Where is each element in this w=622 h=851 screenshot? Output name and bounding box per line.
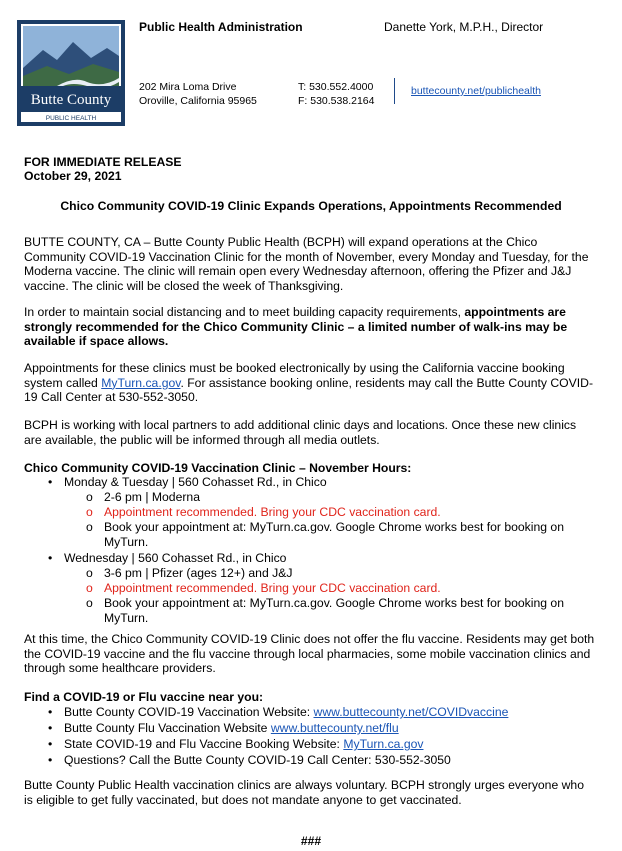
find-item-text: State COVID-19 and Flu Vaccine Booking Website: bbox=[64, 737, 344, 751]
logo-graphic bbox=[17, 20, 125, 126]
paragraph-text: In order to maintain social distancing and to meet building capacity requirements, bbox=[24, 305, 465, 319]
hours-time: 2-6 pm | Moderna bbox=[104, 490, 200, 504]
paragraph-line: Appointments for these clinics must be booked electronically by using the California vaccine booking bbox=[24, 361, 565, 375]
closing-paragraph bbox=[24, 778, 604, 807]
paragraph-line: available if space allows. bbox=[24, 334, 169, 349]
bullet-icon: • bbox=[48, 475, 53, 489]
hours-booking-line: Book your appointment at: MyTurn.ca.gov. Google Chrome works best for booking on bbox=[104, 520, 564, 534]
find-heading: Find a COVID-19 or Flu vaccine near you: bbox=[24, 690, 264, 704]
paragraph-text: system called bbox=[24, 375, 102, 390]
paragraph-line: vaccine. The clinic will be closed the week of Thanksgiving. bbox=[24, 278, 344, 293]
fax-number: F: 530.538.2164 bbox=[298, 95, 375, 107]
paragraph-line: BUTTE COUNTY, CA – Butte County Public Health (BCPH) will expand operations at the Chico bbox=[24, 235, 538, 249]
myturn-booking-link[interactable]: MyTurn.ca.gov bbox=[343, 737, 424, 751]
paragraph-line: the COVID-19 vaccine and the flu vaccine through local pharmacies, some mobile vaccination clinics and bbox=[24, 646, 591, 661]
letterhead-divider bbox=[394, 78, 395, 104]
paragraph-text: . For assistance booking online, residents may call the Butte County COVID- bbox=[180, 375, 594, 390]
paragraph-line: Butte County Public Health vaccination clinics are always voluntary. BCPH strongly urges everyone who bbox=[24, 778, 584, 792]
paragraph-line: is eligible to get fully vaccinated, but does not mandate anyone to get vaccinated. bbox=[24, 792, 462, 807]
address-line-1: 202 Mira Loma Drive bbox=[139, 81, 237, 93]
circle-bullet-icon: o bbox=[86, 566, 93, 580]
bullet-icon: • bbox=[48, 753, 53, 767]
phone-block bbox=[298, 80, 374, 108]
letterhead-website-link[interactable]: buttecounty.net/publichealth bbox=[411, 85, 541, 97]
paragraph-line: At this time, the Chico Community COVID-19 Clinic does not offer the flu vaccine. Residents may get both bbox=[24, 632, 595, 646]
address-line-2: Oroville, California 95965 bbox=[139, 95, 257, 107]
flu-vaccine-website-link[interactable]: www.buttecounty.net/flu bbox=[270, 721, 399, 735]
flu-note-paragraph bbox=[24, 632, 604, 676]
myturn-link[interactable]: MyTurn.ca.gov bbox=[101, 375, 181, 390]
paragraph-line: through some healthcare providers. bbox=[24, 661, 216, 676]
hours-booking-line: Book your appointment at: MyTurn.ca.gov. Google Chrome works best for booking on bbox=[104, 596, 564, 610]
paragraph-line: Community COVID-19 Vaccination Clinic for the month of November, every Monday and Tuesday, for the bbox=[24, 249, 589, 264]
paragraph-line: 19 Call Center at 530-552-3050. bbox=[24, 390, 199, 405]
hours-booking-line: MyTurn. bbox=[104, 535, 149, 549]
paragraph-line bbox=[24, 305, 604, 320]
hours-group-title: Monday & Tuesday | 560 Cohasset Rd., in Chico bbox=[64, 475, 327, 489]
paragraph-line: are available, the public will be informed through all media outlets. bbox=[24, 432, 380, 447]
paragraph-line bbox=[24, 376, 604, 391]
phone-number: T: 530.552.4000 bbox=[298, 81, 374, 93]
find-list-item bbox=[64, 705, 508, 720]
org-name: Public Health Administration bbox=[139, 20, 303, 34]
logo-name-text: Butte County bbox=[30, 92, 112, 108]
hours-list bbox=[0, 475, 622, 625]
logo-sub-text: PUBLIC HEALTH bbox=[45, 115, 97, 122]
find-item-text: Butte County Flu Vaccination Website bbox=[64, 721, 271, 735]
find-list bbox=[0, 705, 622, 769]
partners-paragraph bbox=[24, 418, 604, 447]
find-list-item bbox=[64, 737, 423, 752]
booking-paragraph bbox=[24, 361, 604, 405]
hours-appointment-note: Appointment recommended. Bring your CDC vaccination card. bbox=[104, 505, 441, 519]
circle-bullet-icon: o bbox=[86, 596, 93, 610]
circle-bullet-icon: o bbox=[86, 490, 93, 504]
paragraph-line: strongly recommended for the Chico Community Clinic – a limited number of walk-ins may be bbox=[24, 319, 568, 334]
paragraph-bold-text: appointments are bbox=[464, 305, 566, 319]
end-mark: ### bbox=[300, 834, 322, 848]
director-name: Danette York, M.P.H., Director bbox=[384, 20, 544, 34]
find-list-item bbox=[64, 721, 399, 736]
release-date: October 29, 2021 bbox=[24, 169, 122, 183]
bullet-icon: • bbox=[48, 737, 53, 751]
hours-booking-line: MyTurn. bbox=[104, 611, 149, 625]
circle-bullet-icon: o bbox=[86, 520, 93, 534]
hours-group-title: Wednesday | 560 Cohasset Rd., in Chico bbox=[64, 551, 287, 565]
hours-heading: Chico Community COVID-19 Vaccination Clinic – November Hours: bbox=[24, 461, 412, 475]
hours-time: 3-6 pm | Pfizer (ages 12+) and J&J bbox=[104, 566, 293, 580]
paragraph-line: BCPH is working with local partners to add additional clinic days and locations. Once these new clinics bbox=[24, 418, 577, 432]
find-list-item: Questions? Call the Butte County COVID-19 Call Center: 530-552-3050 bbox=[64, 753, 451, 767]
intro-paragraph bbox=[24, 235, 604, 293]
headline: Chico Community COVID-19 Clinic Expands Operations, Appointments Recommended bbox=[60, 199, 562, 213]
appointments-paragraph bbox=[24, 305, 604, 349]
covid-vaccine-website-link[interactable]: www.buttecounty.net/COVIDvaccine bbox=[313, 705, 509, 719]
bullet-icon: • bbox=[48, 721, 53, 735]
hours-appointment-note: Appointment recommended. Bring your CDC vaccination card. bbox=[104, 581, 441, 595]
circle-bullet-icon: o bbox=[86, 505, 93, 519]
release-label: FOR IMMEDIATE RELEASE bbox=[24, 155, 182, 169]
find-item-text: Butte County COVID-19 Vaccination Website: bbox=[64, 705, 314, 719]
circle-bullet-icon: o bbox=[86, 581, 93, 595]
bullet-icon: • bbox=[48, 551, 53, 565]
paragraph-line: Moderna vaccine. The clinic will remain open every Wednesday afternoon, offering the Pfizer and J&J bbox=[24, 264, 572, 279]
butte-county-logo bbox=[17, 20, 125, 126]
address-block bbox=[139, 80, 257, 108]
bullet-icon: • bbox=[48, 705, 53, 719]
